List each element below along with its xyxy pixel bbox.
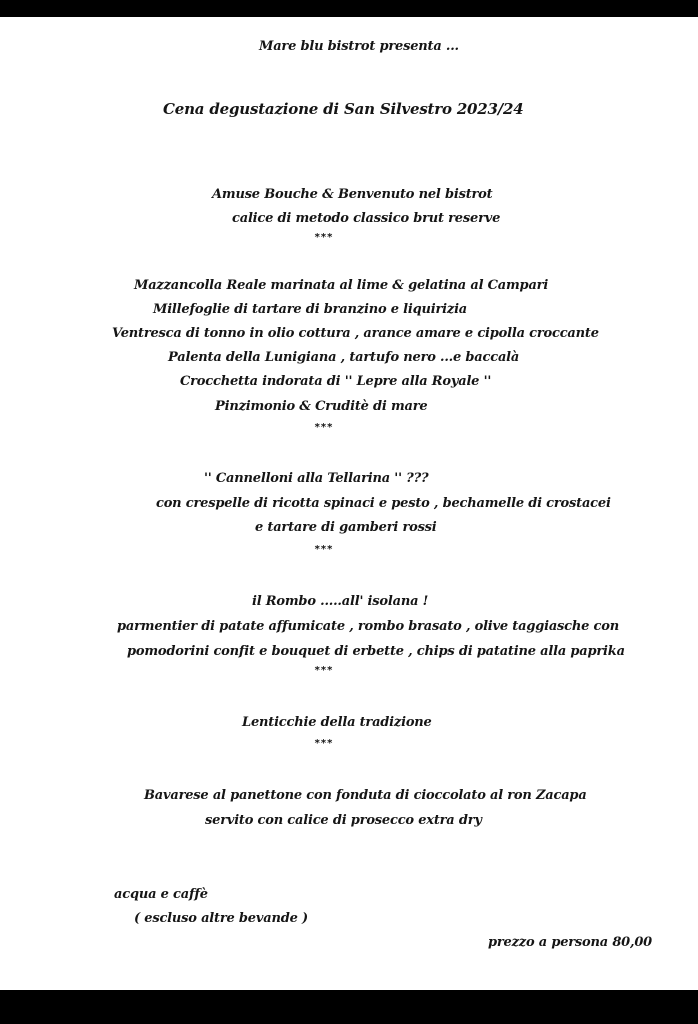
course-separator: *** <box>314 232 334 243</box>
course-1-line-1: Amuse Bouche & Benvenuto nel bistrot <box>212 187 493 202</box>
course-3-line-1: '' Cannelloni alla Tellarina '' ??? <box>204 471 429 486</box>
course-4-line-1: il Rombo .....all' isolana ! <box>252 594 429 609</box>
course-5-line-1: Lenticchie della tradizione <box>242 715 432 730</box>
course-1-line-2: calice di metodo classico brut reserve <box>232 211 501 226</box>
course-2-line-1: Mazzancolla Reale marinata al lime & gelatina al Campari <box>134 278 549 293</box>
course-2-line-2: Millefoglie di tartare di branzino e liquirizia <box>153 302 468 317</box>
course-separator: *** <box>314 544 334 555</box>
presenter-line: Mare blu bistrot presenta ... <box>259 39 459 54</box>
drinks-included: acqua e caffè <box>114 887 208 902</box>
price-per-person: prezzo a persona 80,00 <box>488 935 653 950</box>
course-4-line-2: parmentier di patate affumicate , rombo brasato , olive taggiasche con <box>117 619 619 634</box>
course-2-line-6: Pinzimonio & Cruditè di mare <box>215 399 428 414</box>
course-separator: *** <box>314 665 334 676</box>
course-6-line-1: Bavarese al panettone con fonduta di cioccolato al ron Zacapa <box>144 788 587 803</box>
course-2-line-5: Crocchetta indorata di '' Lepre alla Royale '' <box>180 374 492 389</box>
course-2-line-4: Palenta della Lunigiana , tartufo nero ...e baccalà <box>168 350 520 365</box>
course-6-line-2: servito con calice di prosecco extra dry <box>205 813 482 828</box>
menu-title: Cena degustazione di San Silvestro 2023/24 <box>163 100 524 118</box>
course-3-line-2: con crespelle di ricotta spinaci e pesto , bechamelle di crostacei <box>156 496 611 511</box>
course-3-line-3: e tartare di gamberi rossi <box>255 520 437 535</box>
menu-page <box>0 17 698 990</box>
course-separator: *** <box>314 738 334 749</box>
drinks-excluded-note: ( escluso altre bevande ) <box>134 911 308 926</box>
course-2-line-3: Ventresca di tonno in olio cottura , arance amare e cipolla croccante <box>112 326 599 341</box>
course-4-line-3: pomodorini confit e bouquet di erbette , chips di patatine alla paprika <box>127 644 625 659</box>
course-separator: *** <box>314 422 334 433</box>
